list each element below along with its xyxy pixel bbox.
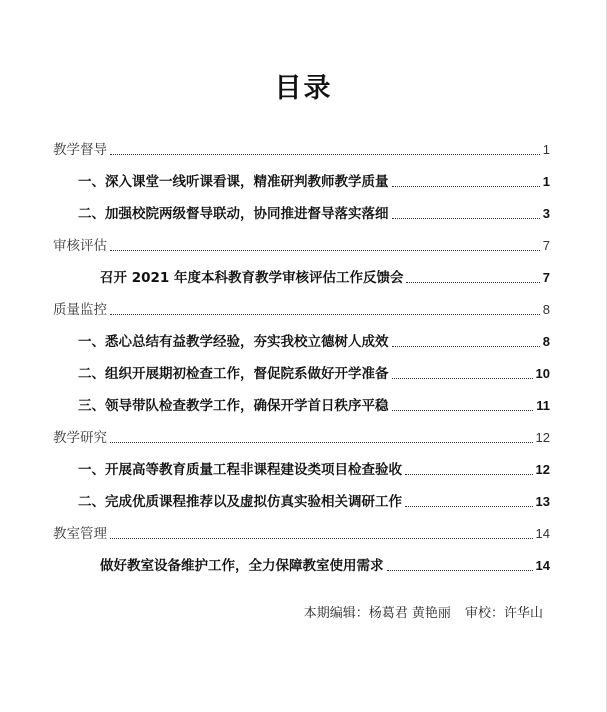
- toc-entry[interactable]: [78, 392, 550, 416]
- toc-entry[interactable]: [78, 200, 550, 224]
- toc-entry-label: 召开 2021 年度本科教育教学审核评估工作反馈会: [100, 270, 404, 286]
- toc-entry-label: 做好教室设备维护工作，全力保障教室使用需求: [100, 558, 384, 574]
- dot-leader: [110, 313, 540, 315]
- toc-page-number: 7: [542, 270, 550, 285]
- toc-entry-label: 二、加强校院两级督导联动，协同推进督导落实落细: [78, 206, 389, 222]
- toc-page-number: 7: [542, 238, 550, 253]
- toc-section-shenhe-pinggu[interactable]: [53, 232, 550, 256]
- toc-page-number: 12: [535, 430, 550, 445]
- dot-leader: [392, 345, 540, 347]
- toc-page-number: 11: [536, 398, 550, 413]
- toc-entry[interactable]: [78, 456, 550, 480]
- dot-leader: [387, 569, 533, 571]
- toc-page-number: 8: [542, 334, 550, 349]
- toc-entry-label: 一、悉心总结有益教学经验，夯实我校立德树人成效: [78, 334, 389, 350]
- toc-page-number: 14: [535, 526, 550, 541]
- toc-page-number: 13: [535, 494, 550, 509]
- toc-entry-label: 质量监控: [53, 302, 107, 318]
- dot-leader: [110, 537, 533, 539]
- toc-entry-label: 三、领导带队检查教学工作，确保开学首日秩序平稳: [78, 398, 389, 414]
- dot-leader: [405, 505, 533, 507]
- toc-entry-label: 教学研究: [53, 430, 107, 446]
- toc-entry-label: 二、组织开展期初检查工作，督促院系做好开学准备: [78, 366, 389, 382]
- toc-entry-label: 二、完成优质课程推荐以及虚拟仿真实验相关调研工作: [78, 494, 402, 510]
- toc-entry[interactable]: [78, 488, 550, 512]
- dot-leader: [406, 281, 539, 283]
- toc-page-number: 12: [535, 462, 550, 477]
- dot-leader: [110, 153, 540, 155]
- toc-entry[interactable]: [78, 360, 550, 384]
- toc-page-number: 8: [542, 302, 550, 317]
- toc-page-number: 10: [535, 366, 550, 381]
- dot-leader: [392, 409, 534, 411]
- dot-leader: [392, 377, 533, 379]
- toc-section-jiaoxue-dudao[interactable]: [53, 136, 550, 160]
- toc-section-zhiliang-jiankong[interactable]: [53, 296, 550, 320]
- toc-entry[interactable]: [78, 168, 550, 192]
- toc-entry[interactable]: [78, 328, 550, 352]
- dot-leader: [110, 441, 533, 443]
- toc-section-jiaoxue-yanjiu[interactable]: [53, 424, 550, 448]
- editor-credits: [294, 602, 543, 621]
- toc-entry-label: 教室管理: [53, 526, 107, 542]
- toc-page-number: 1: [542, 174, 550, 189]
- toc-entry-label: 一、深入课堂一线听课看课，精准研判教师教学质量: [78, 174, 389, 190]
- toc-page-number: 3: [542, 206, 550, 221]
- toc-entry[interactable]: [100, 552, 550, 576]
- toc-entry[interactable]: [100, 264, 550, 288]
- toc-page-number: 14: [535, 558, 550, 573]
- page-title: 目录: [274, 73, 333, 104]
- editors-line: 本期编辑：杨葛君 黄艳丽: [303, 606, 451, 621]
- reviewer-line: 审校：许华山: [464, 606, 543, 621]
- toc-entry-label: 一、开展高等教育质量工程非课程建设类项目检查验收: [78, 462, 402, 478]
- dot-leader: [405, 473, 533, 475]
- toc-entry-label: 审核评估: [53, 238, 107, 254]
- toc-page-number: 1: [542, 142, 550, 157]
- dot-leader: [392, 185, 540, 187]
- toc-section-jiaoshi-guanli[interactable]: [53, 520, 550, 544]
- toc-entry-label: 教学督导: [53, 142, 107, 158]
- dot-leader: [392, 217, 540, 219]
- dot-leader: [110, 249, 540, 251]
